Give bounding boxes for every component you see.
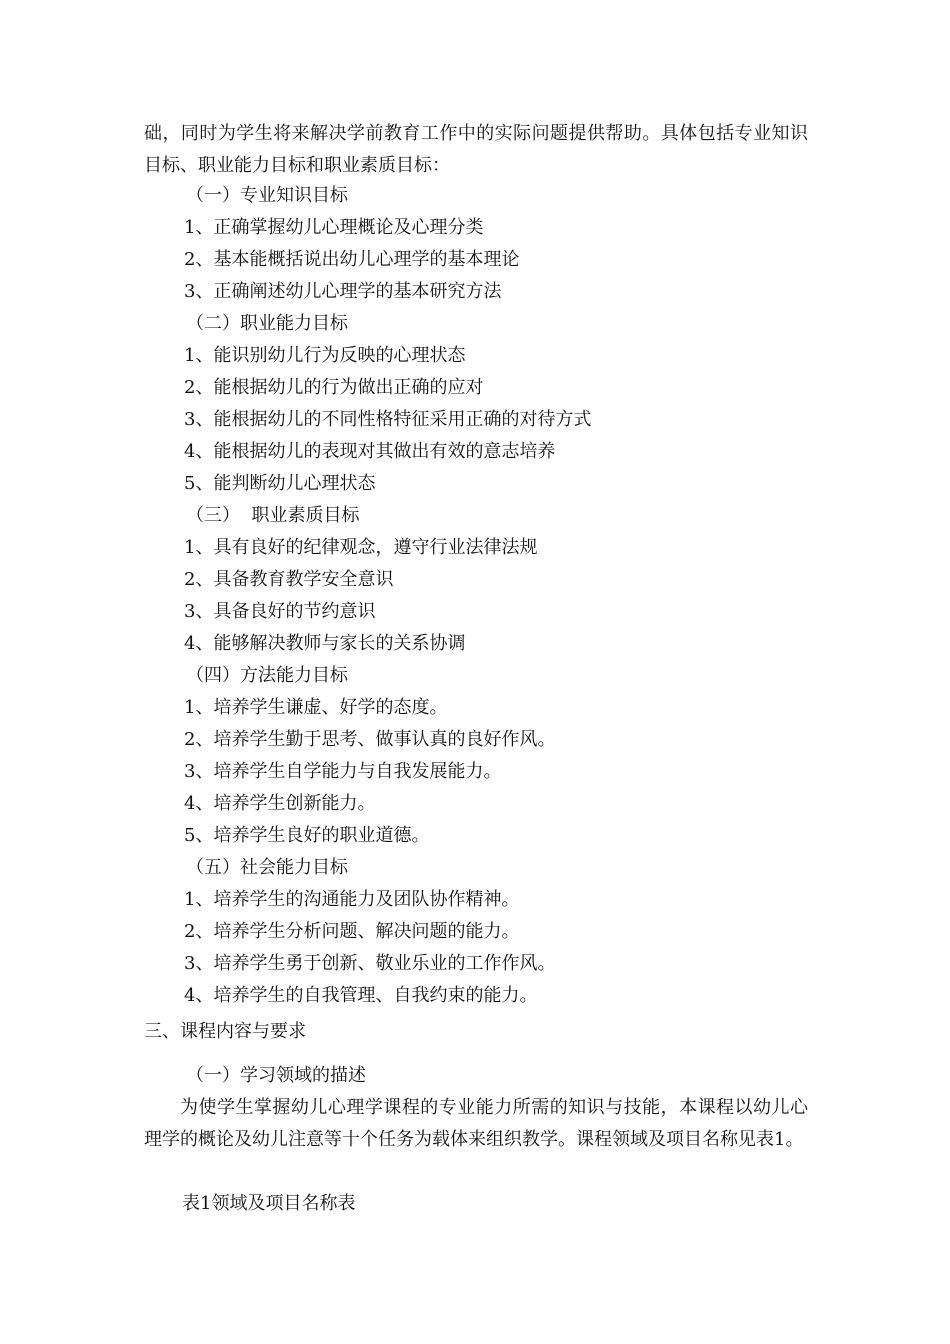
list-item: 4、能根据幼儿的表现对其做出有效的意志培养 [184, 441, 556, 462]
list-item: 4、能够解决教师与家长的关系协调 [184, 633, 466, 654]
list-item: 3、能根据幼儿的不同性格特征采用正确的对待方式 [184, 409, 592, 430]
list-item: 2、具备教育教学安全意识 [184, 569, 394, 590]
list-item: 2、基本能概括说出幼儿心理学的基本理论 [184, 249, 520, 270]
list-item: 2、培养学生勤于思考、做事认真的良好作风。 [184, 729, 556, 750]
list-item: 4、培养学生的自我管理、自我约束的能力。 [184, 985, 538, 1006]
section-heading-knowledge: （一）专业知识目标 [186, 185, 348, 206]
table-caption: 表1领域及项目名称表 [182, 1193, 356, 1214]
body-paragraph: 为使学生掌握幼儿心理学课程的专业能力所需的知识与技能，本课程以幼儿心理学的概论及幼儿注意等十个任务为载体来组织教学。课程领域及项目名称见表1。 [144, 1097, 808, 1150]
list-item: 1、正确掌握幼儿心理概论及心理分类 [184, 217, 484, 238]
list-item: 4、培养学生创新能力。 [184, 793, 376, 814]
list-item: 2、能根据幼儿的行为做出正确的应对 [184, 377, 484, 398]
section-heading-vocational-ability: （二）职业能力目标 [186, 313, 348, 334]
list-item: 1、培养学生的沟通能力及团队协作精神。 [184, 889, 520, 910]
list-item: 3、具备良好的节约意识 [184, 601, 376, 622]
list-item: 3、培养学生自学能力与自我发展能力。 [184, 761, 502, 782]
list-item: 2、培养学生分析问题、解决问题的能力。 [184, 921, 520, 942]
chapter-heading: 三、课程内容与要求 [144, 1021, 306, 1042]
section-heading-method-ability: （四）方法能力目标 [186, 665, 348, 686]
section-heading-social-ability: （五）社会能力目标 [186, 857, 348, 878]
list-item: 1、培养学生谦虚、好学的态度。 [184, 697, 448, 718]
section-heading-vocational-quality: （三） 职业素质目标 [186, 505, 360, 526]
list-item: 5、能判断幼儿心理状态 [184, 473, 376, 494]
list-item: 5、培养学生良好的职业道德。 [184, 825, 430, 846]
subsection-heading: （一）学习领域的描述 [186, 1065, 366, 1086]
list-item: 1、能识别幼儿行为反映的心理状态 [184, 345, 466, 366]
list-item: 3、培养学生勇于创新、敬业乐业的工作作风。 [184, 953, 556, 974]
intro-paragraph: 础，同时为学生将来解决学前教育工作中的实际问题提供帮助。具体包括专业知识目标、职业能力目标和职业素质目标： [144, 123, 808, 176]
list-item: 1、具有良好的纪律观念，遵守行业法律法规 [184, 537, 538, 558]
list-item: 3、正确阐述幼儿心理学的基本研究方法 [184, 281, 502, 302]
